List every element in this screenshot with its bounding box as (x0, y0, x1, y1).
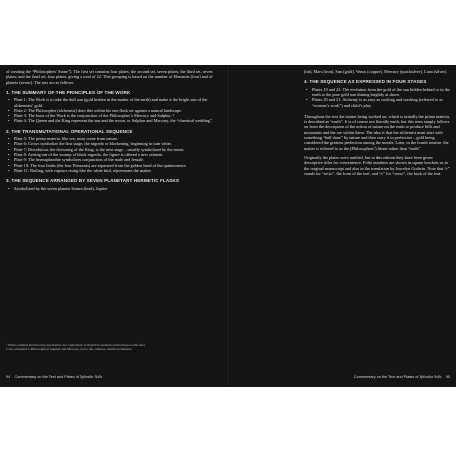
running-head-title: Splendor Solis (419, 375, 442, 379)
list-item: • Plate 11: Boiling, with vapours rising like the white bird, rejuvenates the matter. (14, 168, 220, 173)
list-item: • Plate 1: The Work is to take the dull sun (gold hidden in the matter of the earth) and make it the bright sun of the alchemists’ gold. (14, 97, 220, 108)
page-number: 95 (445, 375, 450, 379)
four-stages-list (304, 87, 450, 108)
footnote: ¹ Where sulphur and mercury/quicksilver are capitalized, it should be understood that these terms refer to the alchemist’s Philosophical Sulphur and Mercury, not to the ordinary chemical elements. (6, 343, 146, 352)
body-paragraph-earth: Throughout the text the matter being worked on, which is initially the prima materia, is described as “earth”. It is of course not literally earth, but this term simply follows on from the description of the action of nature on the earth to produce hills and mountains and the ore within them. The idea is that the alchemist must start with something “half done” by nature and then carry it to perfection – gold being considered the greatest perfection among the metals. Later, in the fourth treatise, the matter is referred to as the (Philosophers’) Stone rather than “earth”. (304, 113, 450, 151)
summary-list (6, 97, 220, 123)
folio-right (354, 375, 450, 379)
list-item: • Plate 7: Dissolution, the drowning of the King, is the next stage – usually symbolized by the moon. (14, 147, 220, 152)
body-paragraph-titles: Originally the plates were untitled, but in this edition they have been given descriptive titles for convenience. Folio numbers are shown in square brackets as in the original manuscript and also in the translation by Joscelyn Godwin. Note that “r” stands for “recto”, the front of the leaf, and “v” for “verso”, the back of the leaf. (304, 154, 450, 176)
planetary-continuation: (tin), Mars (iron), Sun (gold), Venus (copper), Mercury (quicksilver), Luna (silver). (304, 69, 448, 74)
list-item: • Plate 2: The Philosopher (alchemist) does this within his one flask set against a natural landscape. (14, 108, 220, 113)
page-number: 94 (6, 375, 11, 379)
list-item: • Plate 9: The hermaphrodite symbolizes conjunction of the male and female. (14, 157, 220, 162)
folio-left (6, 375, 102, 379)
list-item: • Plates 19 and 22: The evolution from the gold of the sun hidden behind or in the earth to the pure gold sun shining brightly at dawn. (312, 87, 450, 98)
left-page (0, 65, 228, 387)
running-head: Commentary on the Text and Plates of (353, 375, 419, 379)
list-item: • Plate 4: The Queen and the King represent the sun and the moon, or Sulphur and Mercury, the “chemical wedding”. (14, 118, 220, 123)
running-head-title: Splendor Solis (80, 375, 103, 379)
transmutational-list (6, 136, 220, 173)
list-item: • Plate 8: Arising out of the swamp of black nigredo, the figure is offered a new raiment. (14, 152, 220, 157)
book-spread (0, 65, 456, 387)
list-item: • Plate 10: The four limbs (the four Elements) are separated from the golden head of the quintessence. (14, 163, 220, 168)
list-item: • Plate 3: The basis of the Work is the conjunction of the Philosopher’s Mercury and Sulphur. ¹ (14, 113, 220, 118)
section-heading-transmutational: 2. THE TRANSMUTATIONAL OPERATIONAL SEQUENCE (6, 128, 133, 134)
right-page (228, 65, 456, 387)
planetary-list (6, 186, 220, 191)
list-item: • Plate 5: The prima materia, like ore, must come from nature. (14, 136, 220, 141)
list-item: • Symbolized by the seven planets Saturn (lead), Jupiter (14, 186, 220, 191)
intro-paragraph: of creating the “Philosophers’ Stone”). The first set contains four plates; the second set, seven plates; the third set, seven plates; and the final set, four plates, giving a total of 22. This grouping is based on the number of Elements (four) and of planets (seven). The sets are as follows: (6, 69, 213, 85)
section-heading-summary: 1. THE SUMMARY OF THE PRINCIPLES OF THE WORK (6, 89, 131, 95)
list-item: • Plate 6: Crows symbolize the first stage, the nigredo or blackening, beginning to turn white. (14, 141, 220, 146)
running-head: Commentary on the Text and Plates of (14, 375, 79, 379)
section-heading-four-stages: 4. THE SEQUENCE AS EXPRESSED IN FOUR STAGES (304, 79, 427, 85)
list-item: • Plates 20 and 21: Alchemy is as easy as cooking and washing (referred to as “women’s work”) and child’s play. (312, 97, 450, 108)
section-heading-planetary: 3. THE SEQUENCE ARRANGED BY SEVEN PLANETARY HERMETIC FLASKS (6, 178, 179, 184)
